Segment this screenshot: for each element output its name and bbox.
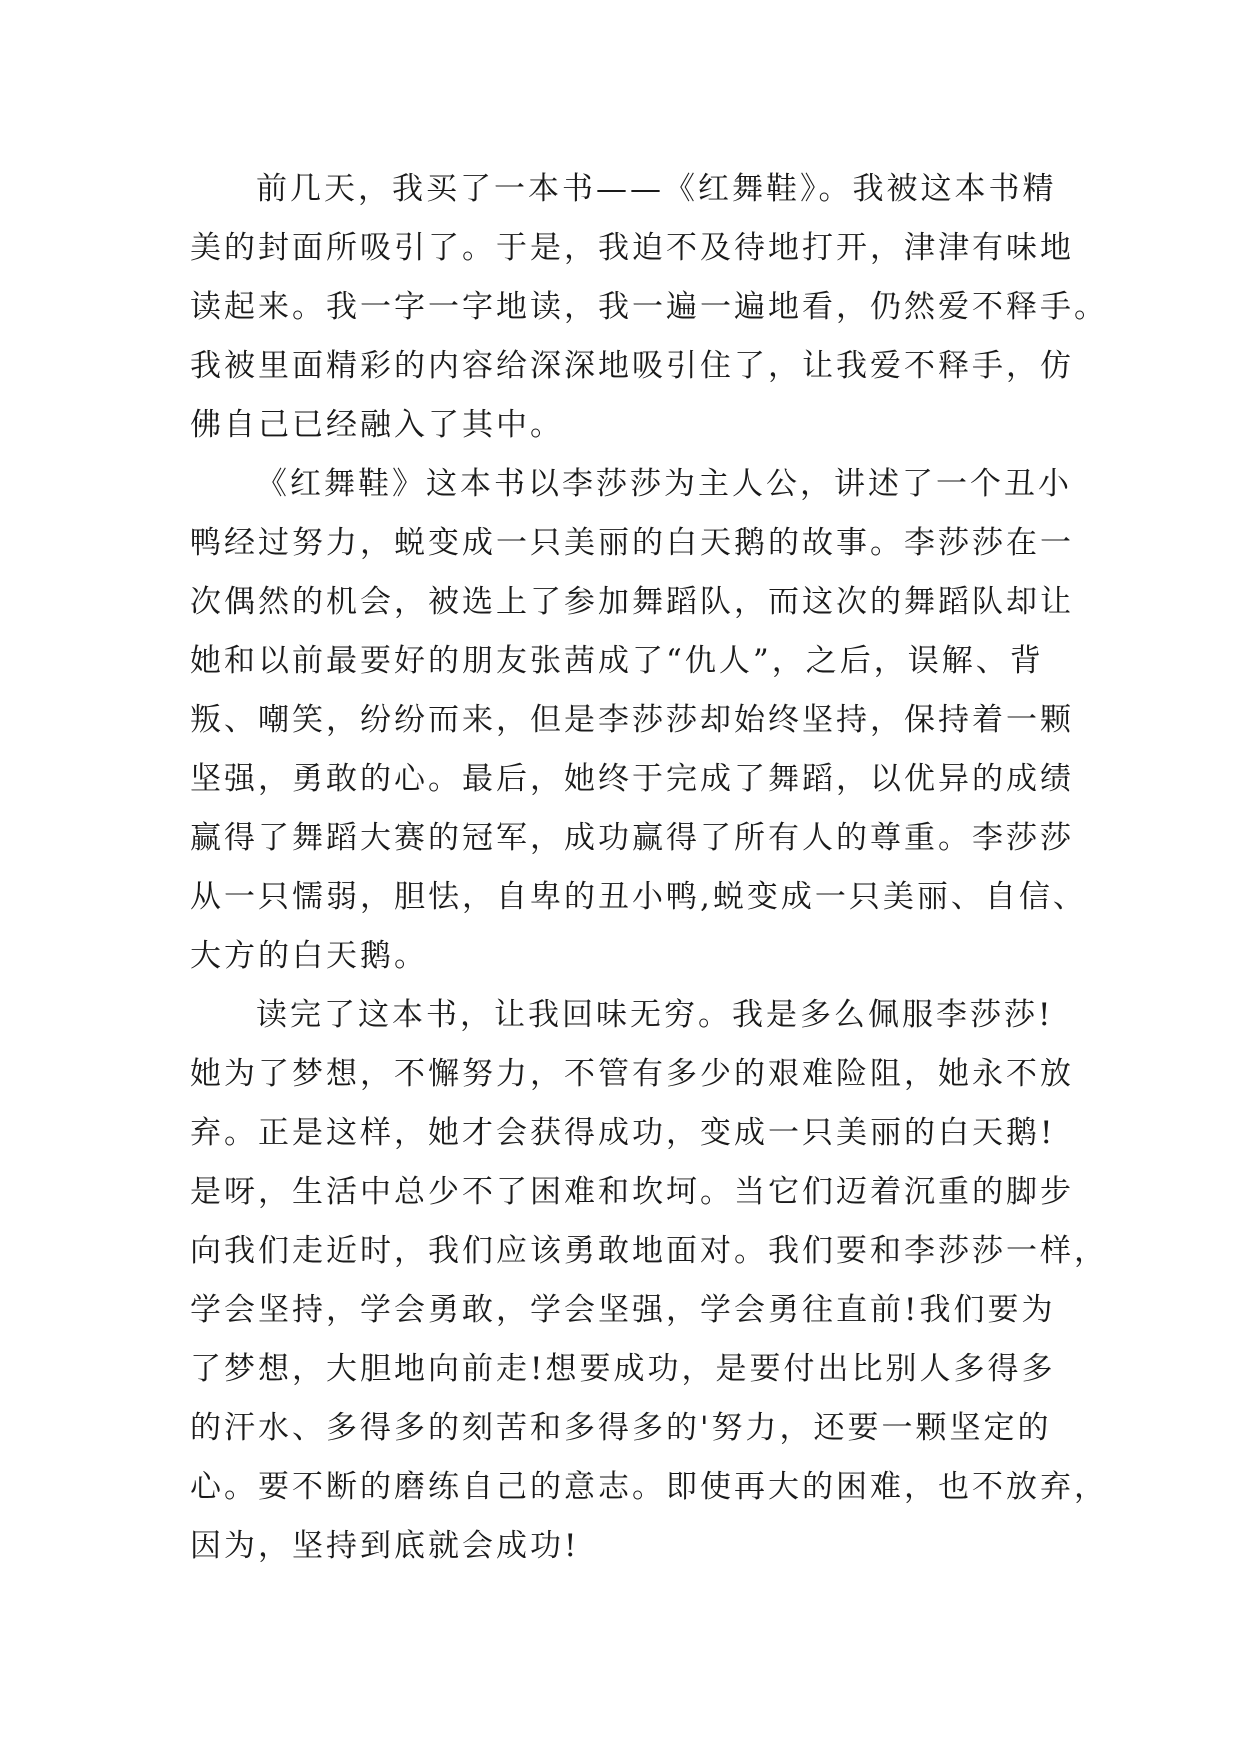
text-line: 心。要不断的磨练自己的意志。即使再大的困难，也不放弃， [190,1469,1108,1505]
text-line: 读起来。我一字一字地读，我一遍一遍地看，仍然爱不释手。 [190,289,1108,325]
text-line: 赢得了舞蹈大赛的冠军，成功赢得了所有人的尊重。李莎莎 [190,820,1074,856]
text-line: 我被里面精彩的内容给深深地吸引住了，让我爱不释手，仿 [190,348,1074,384]
text-line: 美的封面所吸引了。于是，我迫不及待地打开，津津有味地 [190,230,1074,266]
paragraph-2 [190,455,1087,986]
text-line: 从一只懦弱，胆怯，自卑的丑小鸭,蜕变成一只美丽、自信、 [190,879,1087,915]
text-line: 鸭经过努力，蜕变成一只美丽的白天鹅的故事。李莎莎在一 [190,525,1074,561]
text-line: 弃。正是这样，她才会获得成功，变成一只美丽的白天鹅! [190,1115,1056,1151]
text-line: 学会坚持，学会勇敢，学会坚强，学会勇往直前!我们要为 [190,1292,1056,1328]
text-line: 的汗水、多得多的刻苦和多得多的'努力，还要一颗坚定的 [190,1410,1052,1446]
text-line: 她为了梦想，不懈努力，不管有多少的艰难险阻，她永不放 [190,1056,1074,1092]
text-line: 《红舞鞋》这本书以李莎莎为主人公，讲述了一个丑小 [256,466,1072,502]
text-line: 佛自己已经融入了其中。 [190,407,564,443]
essay-body [190,160,1108,1576]
text-line: 因为，坚持到底就会成功! [190,1528,580,1564]
text-line: 她和以前最要好的朋友张茜成了“仇人”，之后，误解、背 [190,643,1044,679]
text-line: 了梦想，大胆地向前走!想要成功，是要付出比别人多得多 [190,1351,1056,1387]
text-line: 读完了这本书，让我回味无穷。我是多么佩服李莎莎! [256,997,1054,1033]
text-line: 前几天，我买了一本书——《红舞鞋》。我被这本书精 [256,171,1057,207]
text-line: 次偶然的机会，被选上了参加舞蹈队，而这次的舞蹈队却让 [190,584,1074,620]
text-line: 坚强，勇敢的心。最后，她终于完成了舞蹈，以优异的成绩 [190,761,1074,797]
text-line: 是呀，生活中总少不了困难和坎坷。当它们迈着沉重的脚步 [190,1174,1074,1210]
paragraph-1 [190,160,1108,455]
text-line: 大方的白天鹅。 [190,938,428,974]
text-line: 向我们走近时，我们应该勇敢地面对。我们要和李莎莎一样， [190,1233,1108,1269]
paragraph-3 [190,986,1108,1576]
text-line: 叛、嘲笑，纷纷而来，但是李莎莎却始终坚持，保持着一颗 [190,702,1074,738]
